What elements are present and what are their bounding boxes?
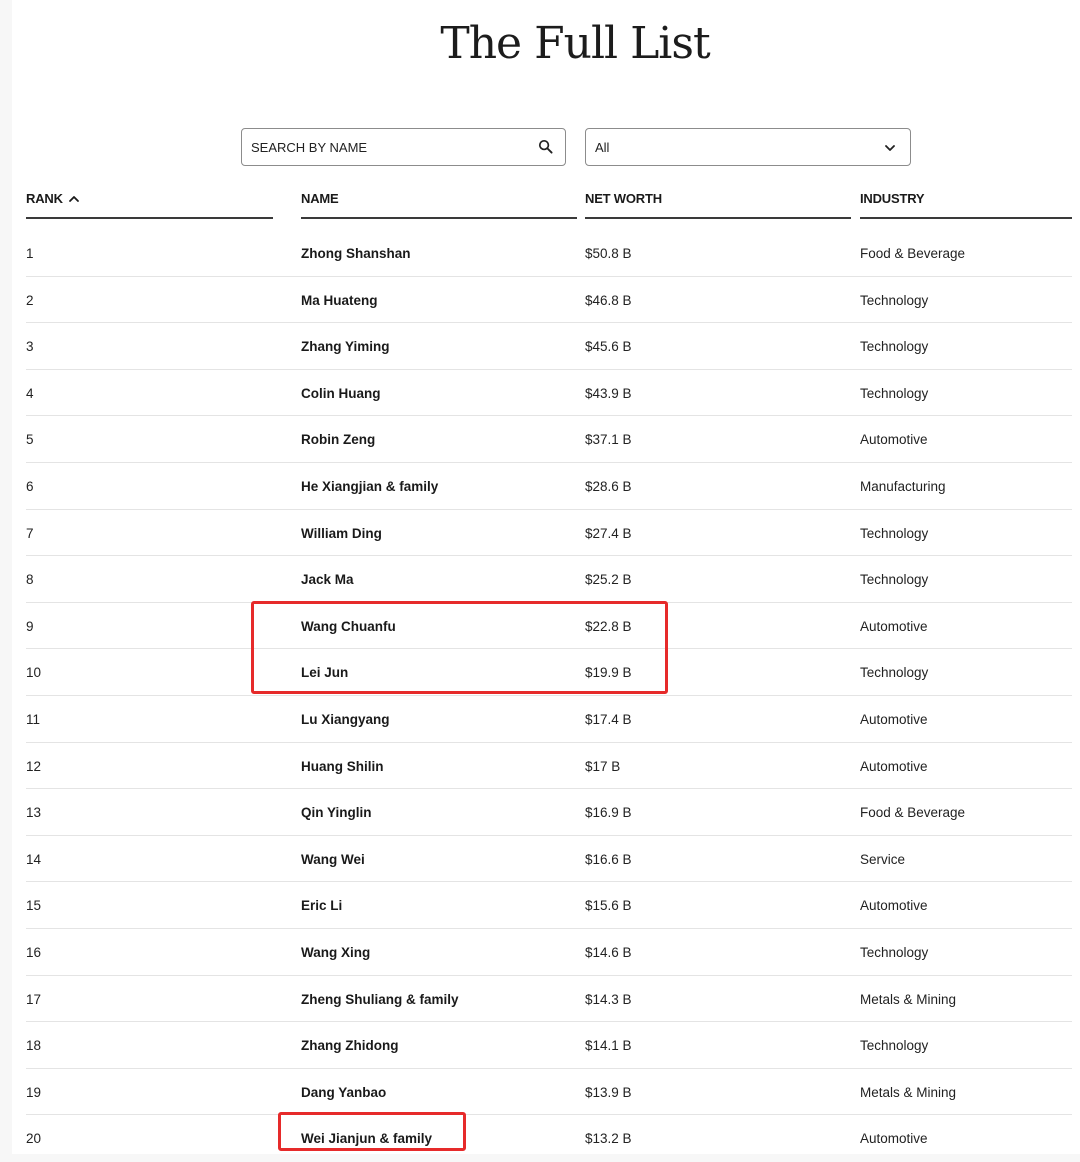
rank-cell: 17 — [26, 991, 42, 1007]
column-header-net-worth[interactable] — [585, 191, 851, 219]
table-row[interactable] — [26, 743, 1072, 790]
name-cell[interactable]: He Xiangjian & family — [301, 478, 439, 494]
industry-cell: Technology — [860, 944, 929, 960]
table-row[interactable] — [26, 1022, 1072, 1069]
chevron-down-icon — [884, 143, 896, 153]
name-cell[interactable]: Dang Yanbao — [301, 1084, 387, 1100]
net-worth-cell: $15.6 B — [585, 898, 632, 914]
rank-cell: 19 — [26, 1084, 42, 1100]
industry-cell: Automotive — [860, 758, 928, 774]
search-box[interactable] — [241, 128, 566, 166]
rank-cell: 3 — [26, 339, 34, 355]
rank-cell: 15 — [26, 898, 42, 914]
name-cell[interactable]: Wei Jianjun & family — [301, 1131, 433, 1147]
table-row[interactable] — [26, 510, 1072, 557]
net-worth-cell: $25.2 B — [585, 572, 632, 588]
name-cell[interactable]: Jack Ma — [301, 572, 354, 588]
net-worth-cell: $43.9 B — [585, 385, 632, 401]
rank-cell: 8 — [26, 572, 34, 588]
column-header-name-label: NAME — [301, 191, 339, 206]
table-row[interactable] — [26, 649, 1072, 696]
table-row[interactable] — [26, 696, 1072, 743]
industry-cell: Metals & Mining — [860, 1084, 957, 1100]
rank-cell: 13 — [26, 805, 42, 821]
net-worth-cell: $27.4 B — [585, 525, 632, 541]
rank-cell: 1 — [26, 246, 34, 261]
net-worth-cell: $13.2 B — [585, 1131, 632, 1147]
industry-cell: Automotive — [860, 618, 928, 634]
table-row[interactable] — [26, 1115, 1072, 1162]
filter-selected-value: All — [595, 140, 610, 155]
column-header-net-worth-label: NET WORTH — [585, 191, 662, 206]
industry-cell: Food & Beverage — [860, 805, 966, 821]
column-header-rank-label: RANK — [26, 191, 63, 206]
name-cell[interactable]: Huang Shilin — [301, 758, 384, 774]
industry-filter-select[interactable] — [585, 128, 911, 166]
industry-cell: Technology — [860, 572, 929, 588]
rank-cell: 14 — [26, 851, 42, 867]
rank-cell: 20 — [26, 1131, 42, 1147]
rank-cell: 9 — [26, 618, 34, 634]
sort-ascending-icon[interactable] — [68, 194, 80, 203]
rank-cell: 7 — [26, 525, 34, 541]
table-row[interactable] — [26, 463, 1072, 510]
table-row[interactable] — [26, 277, 1072, 324]
net-worth-cell: $22.8 B — [585, 618, 632, 634]
net-worth-cell: $14.1 B — [585, 1038, 632, 1054]
net-worth-cell: $16.6 B — [585, 851, 632, 867]
name-cell[interactable]: Wang Xing — [301, 944, 371, 960]
table-row[interactable] — [26, 416, 1072, 463]
table-row[interactable] — [26, 882, 1072, 929]
search-input[interactable] — [242, 129, 531, 165]
net-worth-cell: $37.1 B — [585, 432, 632, 448]
table-row[interactable] — [26, 370, 1072, 417]
rank-cell: 5 — [26, 432, 34, 448]
name-cell[interactable]: Qin Yinglin — [301, 805, 372, 821]
table-row[interactable] — [26, 603, 1072, 650]
net-worth-cell: $46.8 B — [585, 292, 632, 308]
name-cell[interactable]: Robin Zeng — [301, 432, 376, 448]
column-header-industry[interactable] — [860, 191, 1072, 219]
net-worth-cell: $50.8 B — [585, 246, 632, 261]
name-cell[interactable]: Zhong Shanshan — [301, 246, 411, 261]
industry-cell: Food & Beverage — [860, 246, 966, 261]
industry-cell: Technology — [860, 292, 929, 308]
table-row[interactable] — [26, 556, 1072, 603]
industry-cell: Manufacturing — [860, 478, 946, 494]
net-worth-cell: $28.6 B — [585, 478, 632, 494]
search-icon[interactable] — [538, 139, 553, 154]
industry-cell: Automotive — [860, 1131, 928, 1147]
name-cell[interactable]: Eric Li — [301, 898, 343, 914]
name-cell[interactable]: Lu Xiangyang — [301, 711, 390, 727]
rank-cell: 2 — [26, 292, 34, 308]
industry-cell: Technology — [860, 385, 929, 401]
name-cell[interactable]: Colin Huang — [301, 385, 381, 401]
industry-cell: Metals & Mining — [860, 991, 957, 1007]
rank-cell: 6 — [26, 478, 34, 494]
table-row[interactable] — [26, 836, 1072, 883]
rank-cell: 11 — [26, 711, 41, 727]
table-row[interactable] — [26, 789, 1072, 836]
industry-cell: Technology — [860, 1038, 929, 1054]
column-header-name[interactable] — [301, 191, 577, 219]
name-cell[interactable]: Zhang Yiming — [301, 339, 390, 355]
table-row[interactable] — [26, 1069, 1072, 1116]
rank-cell: 16 — [26, 944, 42, 960]
billionaire-table-body — [26, 230, 1072, 1162]
name-cell[interactable]: Ma Huateng — [301, 292, 378, 308]
page-title: The Full List — [440, 18, 710, 69]
name-cell[interactable]: Zheng Shuliang & family — [301, 991, 459, 1007]
name-cell[interactable]: William Ding — [301, 525, 382, 541]
industry-cell: Technology — [860, 665, 929, 681]
net-worth-cell: $19.9 B — [585, 665, 632, 681]
name-cell[interactable]: Zhang Zhidong — [301, 1038, 399, 1054]
industry-cell: Automotive — [860, 898, 928, 914]
net-worth-cell: $14.3 B — [585, 991, 632, 1007]
industry-cell: Automotive — [860, 432, 928, 448]
industry-cell: Service — [860, 851, 906, 867]
name-cell[interactable]: Wang Wei — [301, 851, 365, 867]
industry-cell: Technology — [860, 525, 929, 541]
column-header-industry-label: INDUSTRY — [860, 191, 925, 206]
rank-cell: 18 — [26, 1038, 42, 1054]
industry-cell: Technology — [860, 339, 929, 355]
net-worth-cell: $14.6 B — [585, 944, 632, 960]
table-row[interactable] — [26, 230, 1072, 277]
table-row[interactable] — [26, 323, 1072, 370]
table-row[interactable] — [26, 929, 1072, 976]
industry-cell: Automotive — [860, 711, 928, 727]
rank-cell: 10 — [26, 665, 42, 681]
name-cell[interactable]: Lei Jun — [301, 665, 349, 681]
net-worth-cell: $17 B — [585, 758, 621, 774]
table-row[interactable] — [26, 976, 1072, 1023]
net-worth-cell: $16.9 B — [585, 805, 632, 821]
net-worth-cell: $13.9 B — [585, 1084, 632, 1100]
name-cell[interactable]: Wang Chuanfu — [301, 618, 396, 634]
net-worth-cell: $17.4 B — [585, 711, 632, 727]
rank-cell: 4 — [26, 385, 34, 401]
column-header-rank[interactable] — [26, 191, 273, 219]
rank-cell: 12 — [26, 758, 42, 774]
net-worth-cell: $45.6 B — [585, 339, 632, 355]
